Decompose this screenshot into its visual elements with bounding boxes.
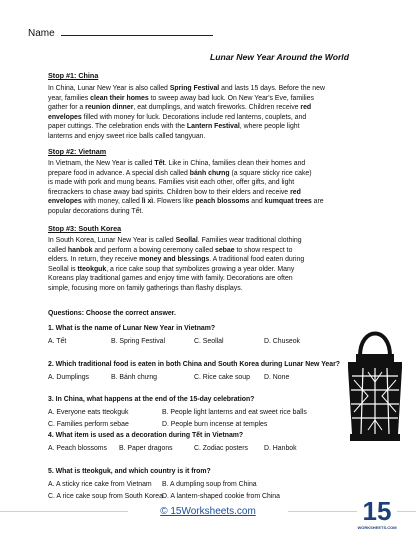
paragraph-line: [48, 113, 374, 123]
answer-option[interactable]: C. Zodiac posters: [194, 445, 248, 452]
text-run: prepare food in advance. A special dish called: [48, 169, 190, 177]
bold-term: kumquat trees: [264, 198, 312, 206]
answer-option[interactable]: A. Peach blossoms: [48, 445, 107, 452]
text-run: paper cuttings. The celebration ends with the: [48, 123, 187, 131]
text-run: and: [249, 198, 265, 206]
bold-term: Spring Festival: [169, 85, 220, 92]
answer-option[interactable]: C. Rice cake soup: [194, 374, 250, 381]
section-paragraph: [48, 159, 374, 217]
text-run: to show respect to: [234, 246, 293, 254]
bold-term: hanbok: [67, 246, 93, 254]
text-run: , eat dumplings, and watch fireworks. Children receive: [133, 104, 301, 112]
text-run: gather for a: [48, 104, 86, 112]
text-run: lanterns and enjoy sweet rice balls called tangyuan.: [48, 132, 206, 140]
bold-term: red: [290, 188, 301, 196]
answer-option[interactable]: B. Spring Festival: [111, 338, 165, 345]
section-heading: Stop #1: China: [48, 71, 99, 80]
name-field: [28, 26, 213, 39]
paragraph-line: [48, 284, 374, 294]
text-run: In South Korea, Lunar New Year is called: [48, 237, 176, 244]
15worksheets-logo: [357, 496, 397, 532]
paragraph-line: [48, 207, 374, 217]
section-paragraph: [48, 84, 374, 142]
text-run: . Families wear traditional clothing: [197, 237, 302, 244]
bold-term: sebae: [215, 246, 235, 254]
text-run: . Like in China, families clean their homes and: [164, 160, 306, 167]
answer-option[interactable]: C. A rice cake soup from South Korea: [48, 493, 163, 500]
text-run: to sweep away bad luck. On New Year's Eve, families: [148, 94, 314, 102]
paragraph-line: [48, 274, 374, 284]
answer-option[interactable]: B. A dumpling soup from China: [162, 481, 257, 488]
text-run: (a square sticky rice cake): [229, 169, 312, 177]
paragraph-line: [48, 84, 374, 94]
paragraph-line: [48, 169, 374, 179]
paragraph-line: [48, 178, 374, 188]
text-run: simple, focusing more on family gatherings than flashy displays.: [48, 284, 243, 292]
text-run: is made with pork and mung beans. Families visit each other, offer gifts, and light: [48, 179, 295, 187]
bold-term: Seollal: [175, 237, 198, 244]
bold-term: peach blossoms: [195, 198, 250, 206]
bold-term: Tết: [154, 160, 165, 167]
text-run: Seollal is: [48, 265, 78, 273]
text-run: . Flowers like: [153, 198, 196, 206]
answer-option[interactable]: D. Hanbok: [264, 445, 297, 452]
paragraph-line: [48, 246, 374, 256]
bold-term: tteokguk: [77, 265, 107, 273]
text-run: , a rice cake soup that symbolizes growing a year older. Many: [106, 265, 295, 273]
bold-term: Lantern Festival: [186, 123, 240, 131]
answer-option[interactable]: C. Families perform sebae: [48, 421, 129, 428]
bold-term: reunion dinner: [85, 104, 134, 112]
text-run: year, families: [48, 94, 91, 102]
text-run: , where people light: [239, 123, 300, 131]
text-run: and lasts 15 days. Before the new: [219, 85, 325, 92]
text-run: filled with money for luck. Decorations include red lanterns, couplets, and: [81, 113, 307, 121]
section-heading: Stop #3: South Korea: [48, 224, 122, 233]
worksheet-title: Lunar New Year Around the World: [210, 52, 349, 62]
text-run: elders. In return, they receive: [48, 256, 140, 264]
bold-term: red: [300, 104, 312, 112]
text-run: with money, called: [81, 198, 142, 206]
question-text: 4. What item is used as a decoration during Tết in Vietnam?: [48, 432, 244, 439]
question-text: 5. What is tteokguk, and which country is it from?: [48, 468, 211, 475]
text-run: and perform a bowing ceremony called: [92, 246, 216, 254]
questions-heading: Questions: Choose the correct answer.: [48, 310, 176, 317]
answer-option[interactable]: D. Chuseok: [264, 338, 301, 345]
bold-term: bánh chưng: [189, 169, 230, 177]
paragraph-line: [48, 159, 374, 169]
logo-number: 15: [362, 496, 392, 526]
question-text: 3. In China, what happens at the end of the 15-day celebration?: [48, 396, 255, 403]
answer-option[interactable]: A. Tết: [48, 338, 67, 345]
bold-term: envelopes: [48, 113, 82, 121]
paragraph-line: [48, 188, 374, 198]
text-run: . A traditional food eaten during: [209, 256, 305, 264]
answer-option[interactable]: A. Dumplings: [48, 374, 89, 381]
paragraph-line: [48, 197, 374, 207]
answer-option[interactable]: B. Paper dragons: [119, 445, 173, 452]
paragraph-line: [48, 265, 374, 275]
text-run: firecrackers to chase away bad spirits. Children bow to their elders and receive: [48, 188, 291, 196]
section-paragraph: [48, 236, 374, 294]
lantern-illustration: [338, 318, 412, 452]
paragraph-line: [48, 255, 374, 265]
footer-link[interactable]: © 15Worksheets.com: [128, 505, 288, 519]
question-text: 1. What is the name of Lunar New Year in Vietnam?: [48, 325, 216, 332]
bold-term: money and blessings: [139, 256, 210, 264]
paragraph-line: [48, 94, 374, 104]
bold-term: lì xì: [141, 198, 154, 206]
answer-option[interactable]: B. Bánh chưng: [111, 374, 157, 381]
paragraph-line: [48, 132, 374, 142]
paragraph-line: [48, 236, 374, 246]
section-heading: Stop #2: Vietnam: [48, 147, 107, 156]
text-run: popular decorations during Tết.: [48, 207, 144, 215]
question-text: 2. Which traditional food is eaten in both China and South Korea during Lunar New Year?: [48, 361, 340, 368]
paragraph-line: [48, 122, 374, 132]
logo-text: WORKSHEETS.COM: [357, 525, 397, 530]
answer-option[interactable]: D. None: [264, 374, 290, 381]
text-run: are: [311, 198, 324, 206]
bold-term: clean their homes: [90, 94, 149, 102]
answer-option[interactable]: D. People burn incense at temples: [162, 421, 268, 428]
lantern-icon: [348, 334, 402, 442]
paragraph-line: [48, 103, 374, 113]
answer-option[interactable]: D. A lantern-shaped cookie from China: [162, 493, 280, 500]
text-run: In Vietnam, the New Year is called: [48, 160, 155, 167]
text-run: Koreans play traditional games and enjoy time with family. Decorations are often: [48, 275, 293, 283]
name-label: Name: [28, 28, 55, 39]
name-blank-line[interactable]: [61, 26, 213, 36]
bold-term: envelopes: [48, 198, 82, 206]
answer-option[interactable]: C. Seollal: [194, 338, 224, 345]
text-run: called: [48, 246, 68, 254]
answer-option[interactable]: B. People light lanterns and eat sweet rice balls: [162, 409, 307, 416]
answer-option[interactable]: A. Everyone eats tteokguk: [48, 409, 129, 416]
text-run: In China, Lunar New Year is also called: [48, 85, 170, 92]
answer-option[interactable]: A. A sticky rice cake from Vietnam: [48, 481, 152, 488]
